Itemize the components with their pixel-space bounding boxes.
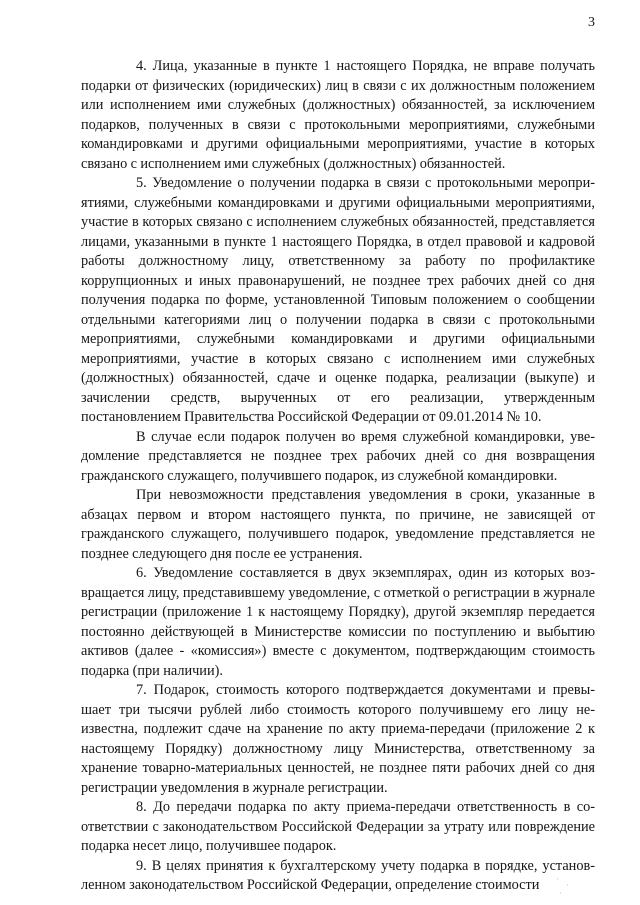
- paragraph-item-7: 7. Подарок, стоимость которого подтверждается документами и превышает три тысячи рублей либо стоимость которого получившему его лицу неизвестна, подлежит сдаче на хранение по акту приема-передачи (приложение 2 к настоящему Порядку) должностному лицу Министерства, ответственному за хранение товарно-материальных ценностей, не позднее пяти рабочих дней со дня регистрации уведомления в журнале регистрации.: [81, 682, 595, 796]
- scan-speck: ·: [556, 874, 559, 884]
- paragraph-item-8: 8. До передачи подарка по акту приема-передачи ответственность в соответствии с законодательством Российской Федерации за утрату или повреждение подарка несет лицо, получившее подарок.: [81, 799, 595, 854]
- paragraph-item-5-impossibility: При невозможности представления уведомления в сроки, указанные в абзацах первом и втором настоящего пункта, по причине, не зависящей от гражданского служащего, получившего подарок, уведомление представляется не позднее следующего дня после ее устранения.: [81, 487, 595, 562]
- paragraph-item-6: 6. Уведомление составляется в двух экземплярах, один из которых возвращается лицу, представившему уведомление, с отметкой о регистрации в журнале регистрации (приложение 1 к настоящему Порядку), другой экземпляр передается постоянно действующей в Министерстве комиссии по поступлению и выбытию активов (далее - «комиссия») вместе с документом, подтверждающим стоимость подарка (при наличии).: [81, 565, 595, 679]
- paragraph-item-4: 4. Лица, указанные в пункте 1 настоящего Порядка, не вправе получать подарки от физических (юридических) лиц в связи с их должностным положением или исполнением ими служебных (должностных) обязанностей, за исключением подарков, полученных в связи с протокольными мероприятиями, служебными командировками и другими официальными мероприятиями, участие в которых связано с исполнением ими служебных (должностных) обязанностей.: [81, 58, 595, 172]
- paragraph-item-5-business-trip: В случае если подарок получен во время служебной командировки, уведомление представляется не позднее трех рабочих дней со дня возвращения гражданского служащего, получившего подарок, из служебной командировки.: [81, 428, 595, 484]
- document-body: [81, 57, 595, 896]
- scan-speck: ·: [566, 880, 569, 890]
- paragraph-item-9: 9. В целях принятия к бухгалтерскому учету подарка в порядке, установленном законодательством Российской Федерации, определение стоимости: [81, 857, 595, 893]
- scan-speck: ·: [559, 888, 562, 898]
- page-number: 3: [588, 15, 595, 30]
- paragraph-item-5: 5. Уведомление о получении подарка в связи с протокольными мероприятиями, служебными командировками и другими официальными мероприятиями, участие в которых связано с исполнением служебных обязанностей, представляется лицами, указанными в пункте 1 настоящего Порядка, в отдел правовой и кадровой работы должностному лицу, ответственному за работу по профилактике коррупционных и иных правонарушений, не позднее трех рабочих дней со дня получения подарка по форме, установленной Типовым положением о сообщении отдельными категориями лиц о получении подарка в связи с протокольными мероприятиями, служебными командировками и другими официальными мероприятиями, участие в которых связано с исполнением ими служебных (должностных) обязанностей, сдаче и оценке подарка, реализации (выкупе) и зачислении средств, вырученных от его реализации, утвержденным постановлением Правительства Российской Федерации от 09.01.2014 № 10.: [81, 175, 595, 425]
